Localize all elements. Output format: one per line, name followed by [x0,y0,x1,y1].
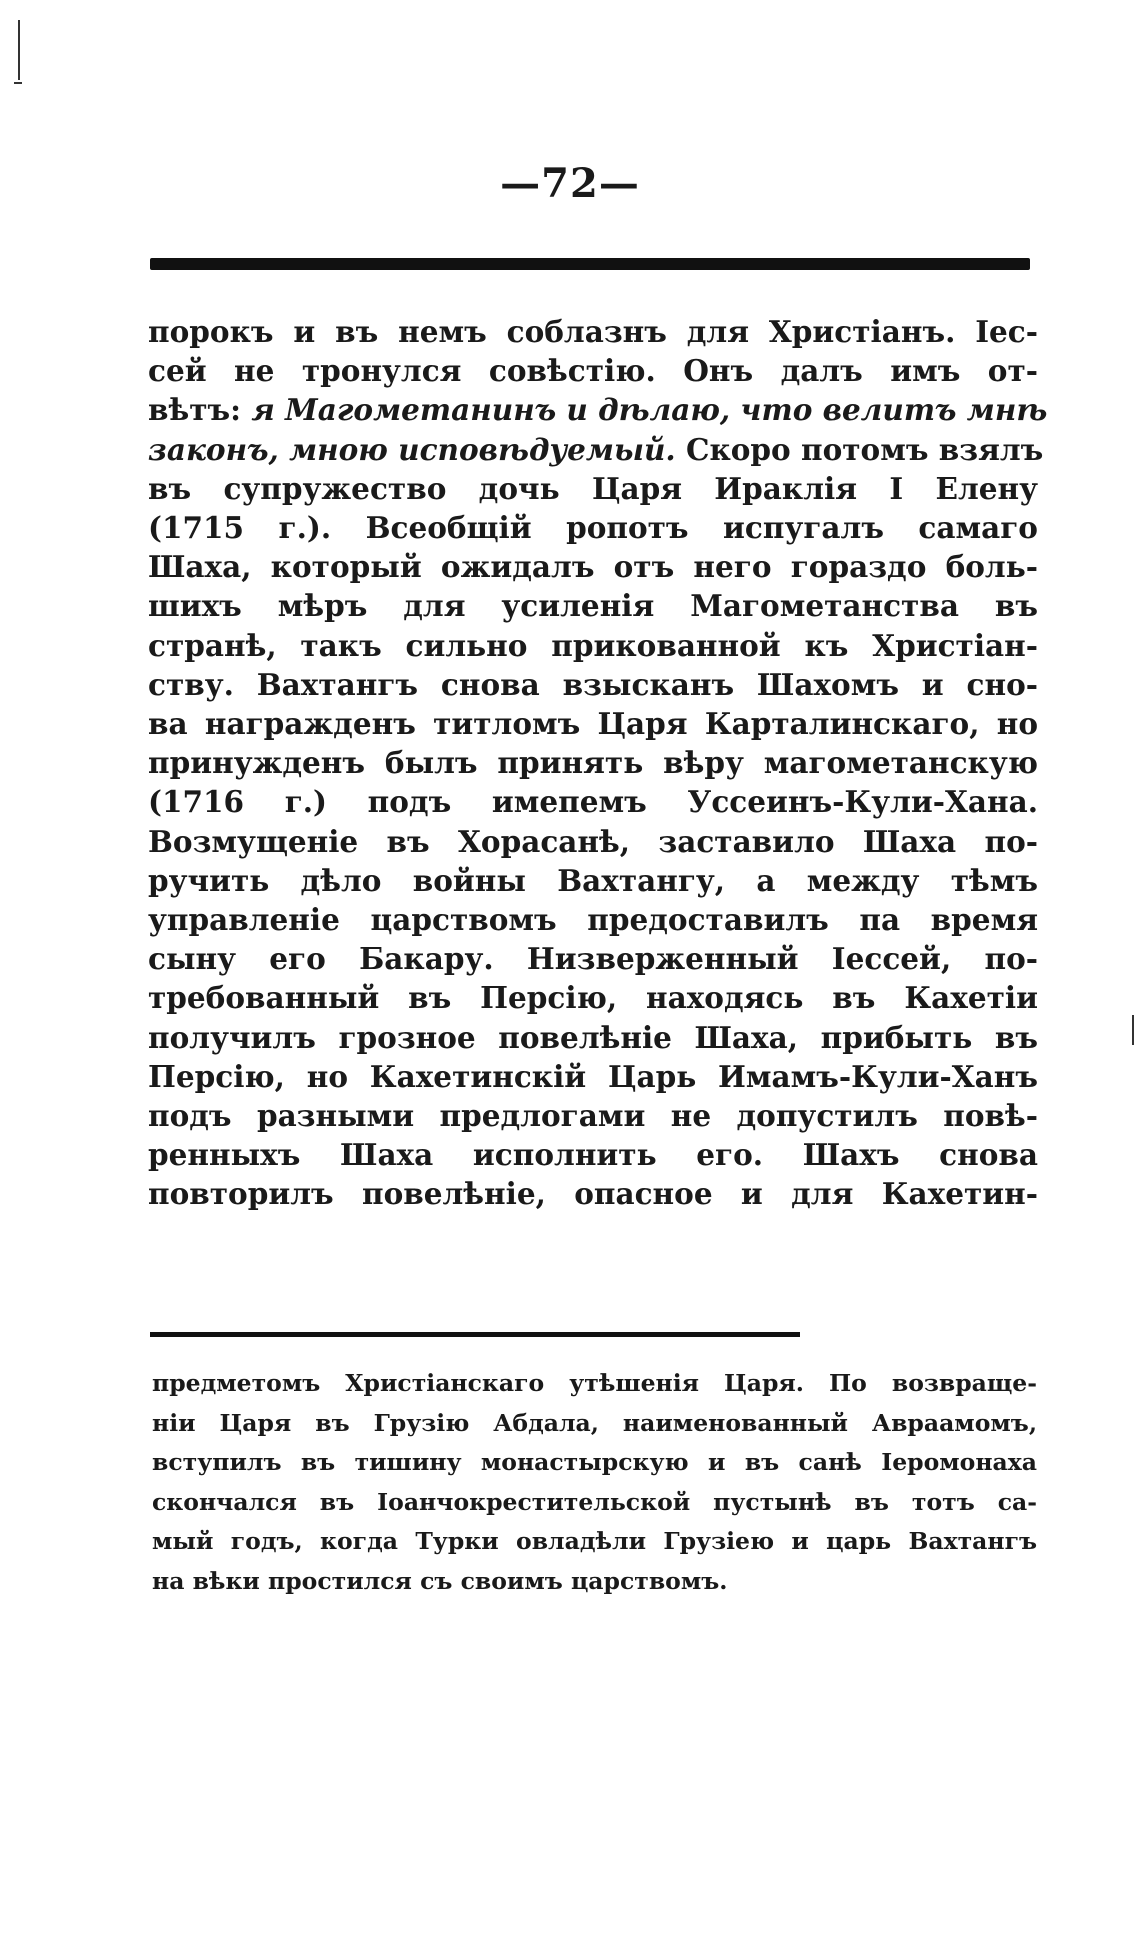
text-line: повторилъ повелѣніе, опасное и для Кахетин- [148,1176,1038,1212]
text-line: сыну его Бакару. Низверженный Іессей, по- [148,941,1038,977]
text-line: Возмущеніе въ Хорасанѣ, заставило Шаха по- [148,823,1038,859]
left-edge-mark [18,20,20,80]
text-line: принужденъ былъ принять вѣру магометанскую [148,745,1038,781]
footnote-line: вступилъ въ тишину монастырскую и въ санѣ Іеромонаха [152,1448,1037,1476]
page-number: —72— [500,160,640,207]
text-line: Персію, но Кахетинскій Царь Имамъ-Кули-Ханъ [148,1058,1038,1094]
text-segment: вѣтъ: [148,392,252,428]
italic-quote-segment: я Магометанинъ и дѣлаю, что велитъ мнѣ [251,392,1048,428]
text-line: порокъ и въ немъ соблазнъ для Христіанъ. Іес- [148,314,1038,349]
text-line: управленіе царствомъ предоставилъ па время [148,902,1038,938]
left-edge-tick [14,82,22,84]
text-line: ручить дѣло войны Вахтангу, а между тѣмъ [148,862,1038,898]
footnote-rule [150,1332,800,1337]
text-line-mixed [148,430,1044,469]
text-line: сей не тронулся совѣстію. Онъ далъ имъ от- [148,353,1038,389]
footnote-line: мый годъ, когда Турки овладѣли Грузіею и царь Вахтангъ [152,1527,1037,1555]
footnote-line: ніи Царя въ Грузію Абдала, наименованный Авраамомъ, [152,1408,1037,1437]
text-line: ренныхъ Шаха исполнить его. Шахъ снова [148,1137,1038,1173]
text-line: ва награжденъ титломъ Царя Карталинскаго, но [148,706,1038,742]
text-line: подъ разными предлогами не допустилъ повѣ- [148,1098,1038,1134]
main-text-block [148,312,1048,1214]
text-line: требованный въ Персію, находясь въ Кахетіи [148,980,1038,1016]
italic-quote-segment: законъ, мною исповѣдуемый. [148,431,676,467]
text-line: ству. Вахтангъ снова взысканъ Шахомъ и сно- [148,666,1038,702]
text-line: странѣ, такъ сильно прикованной къ Христіан- [148,627,1038,663]
text-line: получилъ грозное повелѣніе Шаха, прибыть въ [148,1019,1038,1055]
text-line: (1716 г.) подъ имепемъ Уссеинъ-Кули-Хана. [148,784,1038,820]
text-line: (1715 г.). Всеобщій ропотъ испугалъ самаго [148,510,1038,546]
text-line-mixed [148,390,1048,429]
header-rule [150,258,1030,270]
text-line: шихъ мѣръ для усиленія Магометанства въ [148,588,1038,624]
right-edge-mark [1132,1015,1134,1045]
text-segment: Скоро потомъ взялъ [675,431,1044,467]
footnote-line: скончался въ Іоанчокрестительской пустынѣ въ тотъ са- [152,1487,1037,1516]
footnote-block [152,1364,1037,1601]
text-line: Шаха, который ожидалъ отъ него гораздо боль- [148,549,1038,585]
footnote-line: предметомъ Христіанскаго утѣшенія Царя. По возвраще- [152,1369,1037,1397]
text-line: въ супружество дочь Царя Ираклія I Елену [148,470,1038,506]
footnote-line: на вѣки простился съ своимъ царствомъ. [152,1566,728,1595]
